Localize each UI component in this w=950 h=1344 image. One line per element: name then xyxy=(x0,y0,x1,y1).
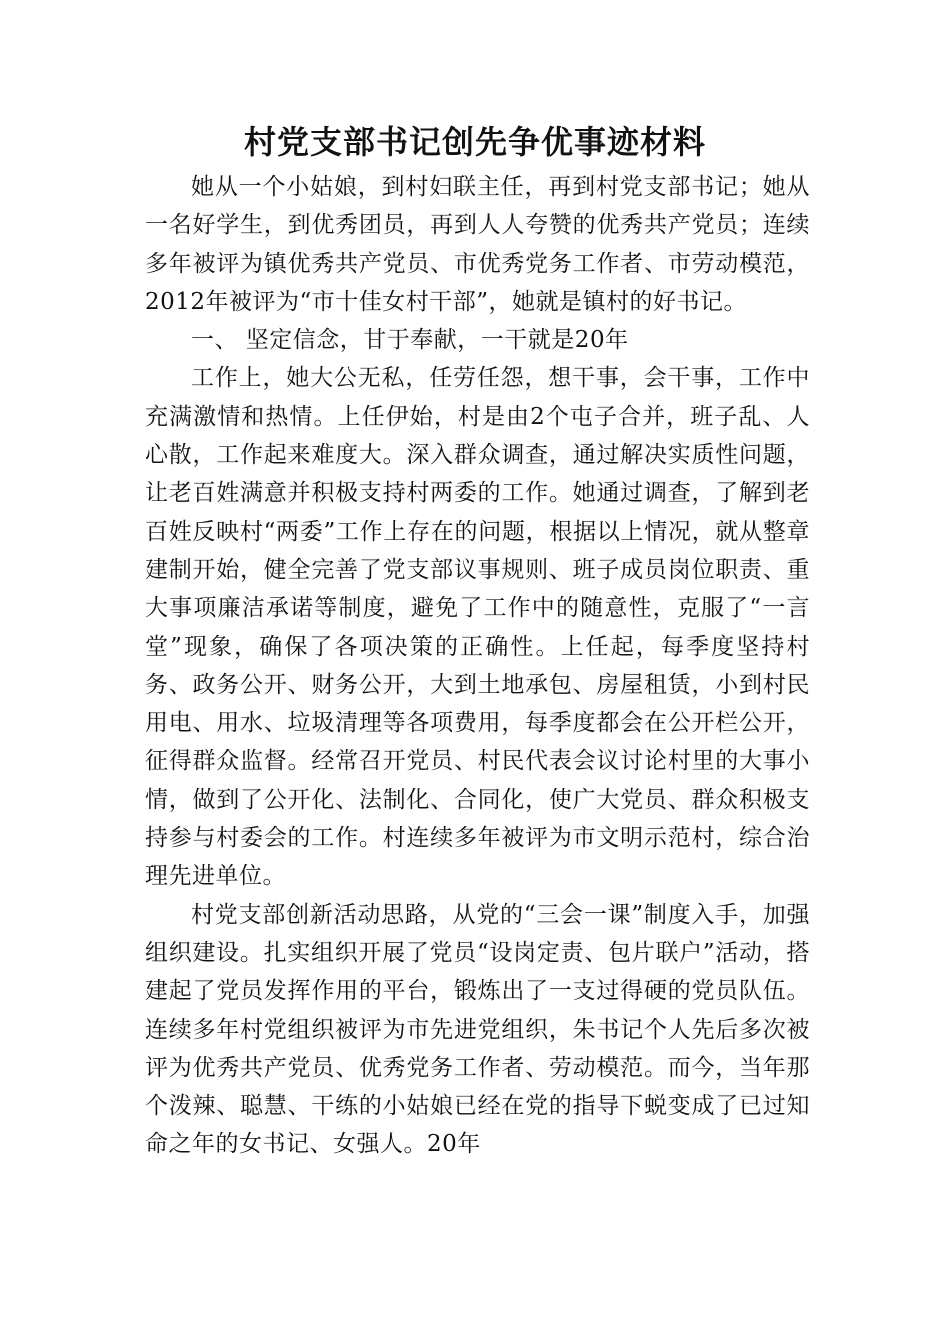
paragraph-organization: 村党支部创新活动思路，从党的“三会一课”制度入手，加强组织建设。扎实组织开展了党员“设岗定责、包片联户”活动，搭建起了党员发挥作用的平台，锻炼出了一支过得硬的党员队伍。连续多年村党组织被评为市先进党组织，朱书记个人先后多次被评为优秀共产党员、优秀党务工作者、劳动模范。而今，当年那个泼辣、聪慧、干练的小姑娘已经在党的指导下蜕变成了已过知命之年的女书记、女强人。20年 xyxy=(145,901,810,1158)
section-heading-1: 一、 坚定信念，甘于奉献，一干就是20年 xyxy=(191,327,629,354)
document-title: 村党支部书记创先争优事迹材料 xyxy=(243,123,706,161)
paragraph-intro: 她从一个小姑娘，到村妇联主任，再到村党支部书记；她从一名好学生，到优秀团员，再到人人夸赞的优秀共产党员；连续多年被评为镇优秀共产党员、市优秀党务工作者、市劳动模范，2012年被评为“市十佳女村干部”，她就是镇村的好书记。 xyxy=(145,174,810,315)
paragraph-work: 工作上，她大公无私，任劳任怨，想干事，会干事，工作中充满激情和热情。上任伊始，村是由2个屯子合并，班子乱、人心散，工作起来难度大。深入群众调查，通过解决实质性问题，让老百姓满意并积极支持村两委的工作。她通过调查，了解到老百姓反映村“两委”工作上存在的问题，根据以上情况，就从整章建制开始，健全完善了党支部议事规则、班子成员岗位职责、重大事项廉洁承诺等制度，避免了工作中的随意性，克服了“一言堂”现象，确保了各项决策的正确性。上任起，每季度坚持村务、政务公开、财务公开，大到土地承包、房屋租赁，小到村民用电、用水、垃圾清理等各项费用，每季度都会在公开栏公开，征得群众监督。经常召开党员、村民代表会议讨论村里的大事小情，做到了公开化、法制化、合同化，使广大党员、群众积极支持参与村委会的工作。村连续多年被评为市文明示范村，综合治理先进单位。 xyxy=(145,365,810,890)
document-body xyxy=(145,168,810,1164)
